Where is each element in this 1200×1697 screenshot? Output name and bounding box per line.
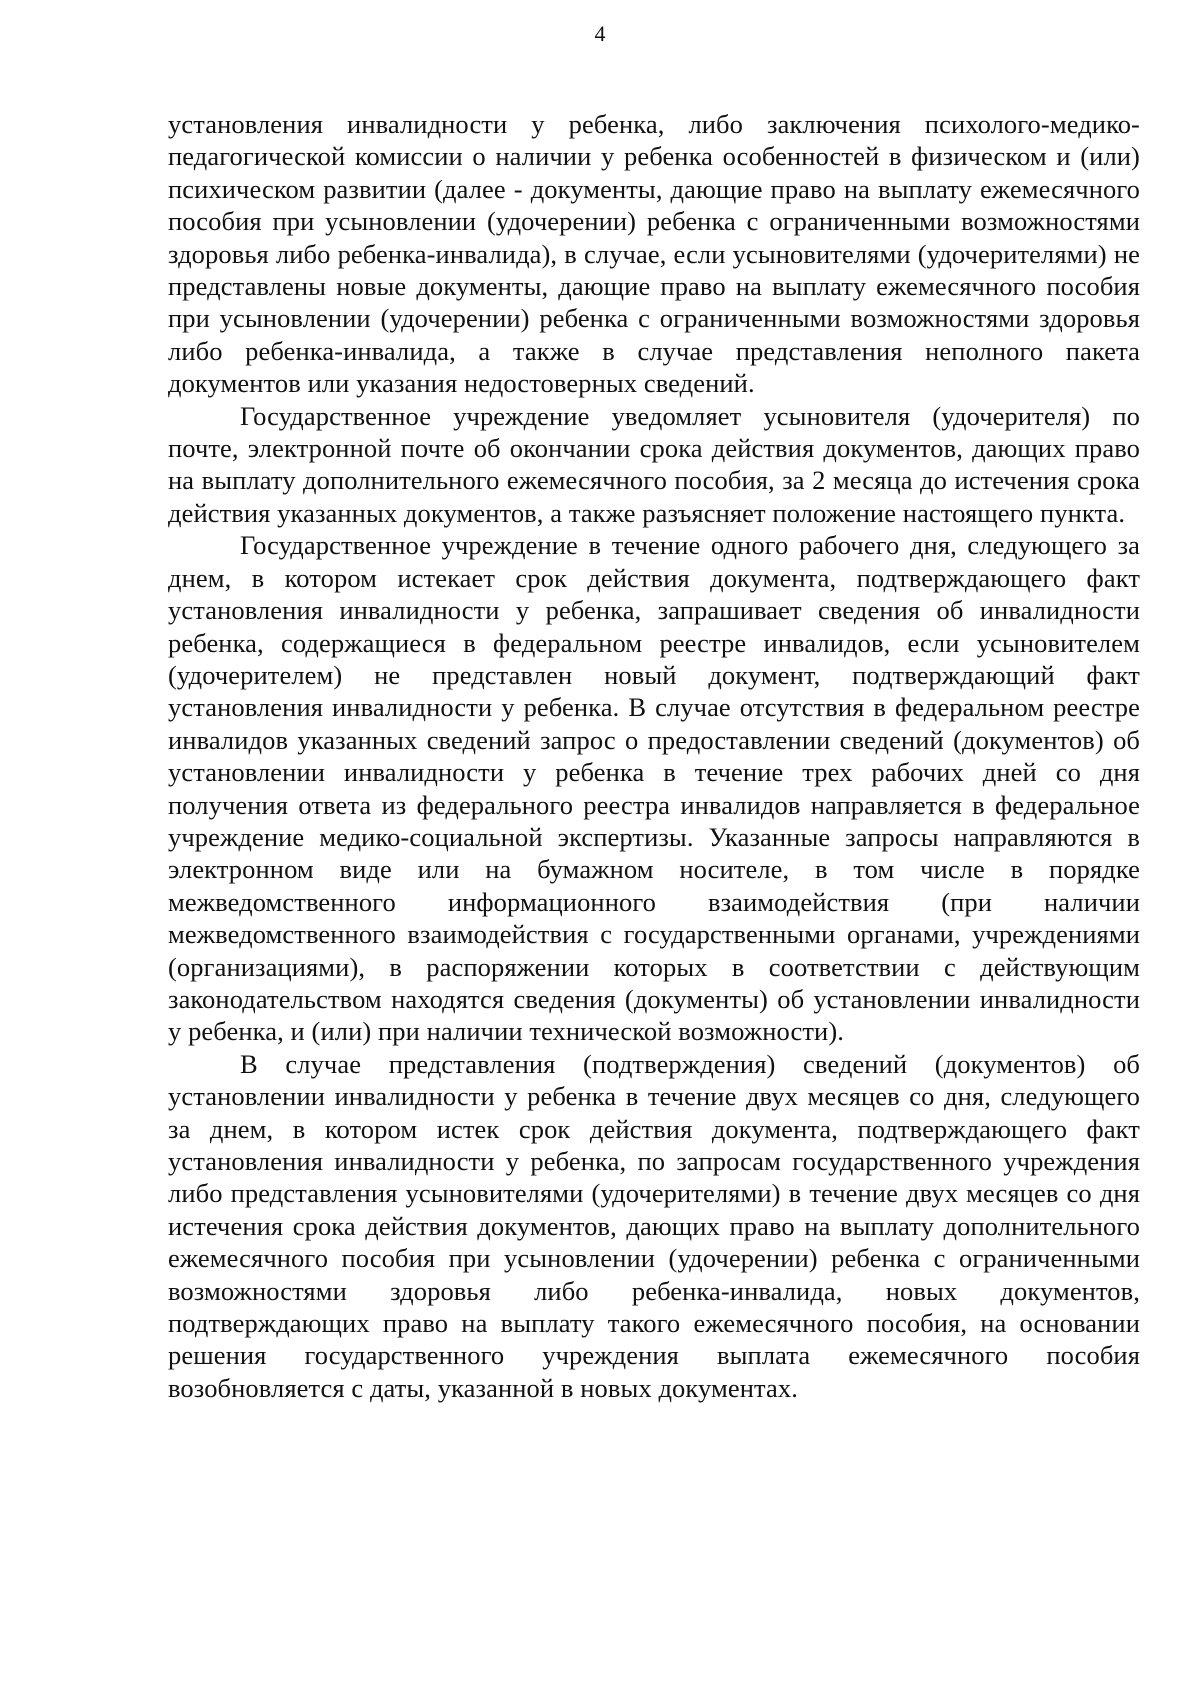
paragraph-notification: Государственное учреждение уведомляет усыновителя (удочерителя) по почте, электронной почте об окончании срока действия документов, дающих право на выплату дополнительного ежемесячного пособия, за 2 месяца до истечения срока действия указанных документов, а также разъясняет положение настоящего пункта. <box>168 400 1140 528</box>
paragraph-continuation: установления инвалидности у ребенка, либо заключения психолого-медико-педагогической комиссии о наличии у ребенка особенностей в физическом и (или) психическом развитии (далее - документы, дающие право на выплату ежемесячного пособия при усыновлении (удочерении) ребенка с ограниченными возможностями здоровья либо ребенка-инвалида), в случае, если усыновителями (удочерителями) не представлены новые документы, дающие право на выплату ежемесячного пособия при усыновлении (удочерении) ребенка с ограниченными возможностями здоровья либо ребенка-инвалида, а также в случае представления неполного пакета документов или указания недостоверных сведений. <box>168 109 1140 399</box>
document-body <box>168 108 1140 1404</box>
paragraph-disability-request: Государственное учреждение в течение одного рабочего дня, следующего за днем, в котором истекает срок действия документа, подтверждающего факт установления инвалидности у ребенка, запрашивает сведения об инвалидности ребенка, содержащиеся в федеральном реестре инвалидов, если усыновителем (удочерителем) не представлен новый документ, подтверждающий факт установления инвалидности у ребенка. В случае отсутствия в федеральном реестре инвалидов указанных сведений запрос о предоставлении сведений (документов) об установлении инвалидности у ребенка в течение трех рабочих дней со дня получения ответа из федерального реестра инвалидов направляется в федеральное учреждение медико-социальной экспертизы. Указанные запросы направляются в электронном виде или на бумажном носителе, в том числе в порядке межведомственного информационного взаимодействия (при наличии межведомственного взаимодействия с государственными органами, учреждениями (организациями), в распоряжении которых в соответствии с действующим законодательством находятся сведения (документы) об установлении инвалидности у ребенка, и (или) при наличии технической возможности). <box>168 530 1140 1047</box>
page-number: 4 <box>594 21 606 46</box>
paragraph-payment-resumption: В случае представления (подтверждения) сведений (документов) об установлении инвалидности у ребенка в течение двух месяцев со дня, следующего за днем, в котором истек срок действия документа, подтверждающего факт установления инвалидности у ребенка, по запросам государственного учреждения либо представления усыновителями (удочерителями) в течение двух месяцев со дня истечения срока действия документов, дающих право на выплату дополнительного ежемесячного пособия при усыновлении (удочерении) ребенка с ограниченными возможностями здоровья либо ребенка-инвалида, новых документов, подтверждающих право на выплату такого ежемесячного пособия, на основании решения государственного учреждения выплата ежемесячного пособия возобновляется с даты, указанной в новых документах. <box>168 1048 1140 1403</box>
